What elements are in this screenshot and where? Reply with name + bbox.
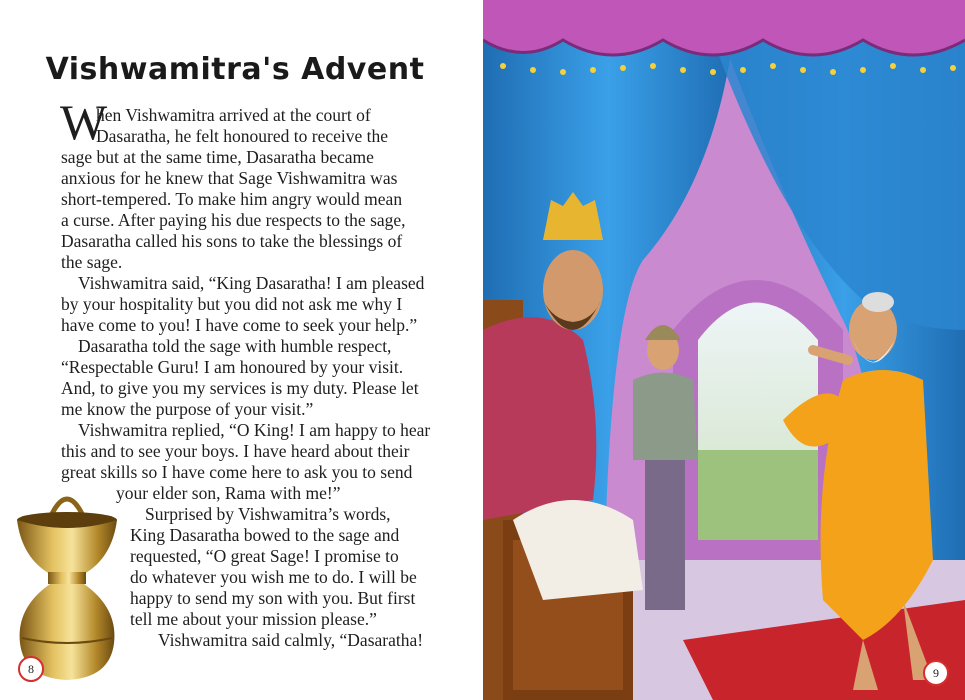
text-line: Vishwamitra said calmly, “Dasaratha! bbox=[158, 630, 424, 650]
text-line: sage but at the same time, Dasaratha became bbox=[61, 147, 374, 167]
text-line: anxious for he knew that Sage Vishwamitra was bbox=[61, 168, 398, 188]
text-line: great skills so I have come here to ask you to send bbox=[61, 462, 413, 482]
text-line: Dasaratha, he felt honoured to receive the bbox=[96, 126, 389, 146]
text-line: by your hospitality but you did not ask me why I bbox=[61, 294, 403, 314]
text-line: the sage. bbox=[61, 252, 123, 272]
text-line: a curse. After paying his due respects to the sage, bbox=[61, 210, 406, 230]
text-line: Vishwamitra replied, “O King! I am happy to hear bbox=[78, 420, 431, 440]
text-line: your elder son, Rama with me!” bbox=[116, 483, 341, 503]
page-number-left: 8 bbox=[18, 656, 44, 682]
right-page-illustration bbox=[483, 0, 965, 700]
text-line: Surprised by Vishwamitra’s words, bbox=[145, 504, 391, 524]
court-scene-illustration bbox=[483, 0, 965, 700]
text-line: tell me about your mission please.” bbox=[130, 609, 377, 629]
page-number-right: 9 bbox=[923, 660, 949, 686]
drop-cap: W bbox=[60, 94, 108, 150]
text-line: Dasaratha told the sage with humble respect, bbox=[78, 336, 392, 356]
text-line: have come to you! I have come to seek your help.” bbox=[61, 315, 418, 335]
text-line: Vishwamitra said, “King Dasaratha! I am pleased bbox=[78, 273, 425, 293]
text-line: short-tempered. To make him angry would mean bbox=[61, 189, 403, 209]
text-line: King Dasaratha bowed to the sage and bbox=[130, 525, 400, 545]
text-line: me know the purpose of your visit.” bbox=[61, 399, 314, 419]
text-line: And, to give you my services is my duty. Please let bbox=[61, 378, 419, 398]
text-line: hen Vishwamitra arrived at the court of bbox=[96, 105, 371, 125]
page-title: Vishwamitra's Advent bbox=[45, 52, 425, 87]
text-line: requested, “O great Sage! I promise to bbox=[130, 546, 399, 566]
text-line: do whatever you wish me to do. I will be bbox=[130, 567, 417, 587]
text-line: Dasaratha called his sons to take the blessings of bbox=[61, 231, 403, 251]
text-line: “Respectable Guru! I am honoured by your visit. bbox=[61, 357, 404, 377]
text-line: happy to send my son with you. But first bbox=[130, 588, 416, 608]
text-line: this and to see your boys. I have heard about their bbox=[61, 441, 410, 461]
